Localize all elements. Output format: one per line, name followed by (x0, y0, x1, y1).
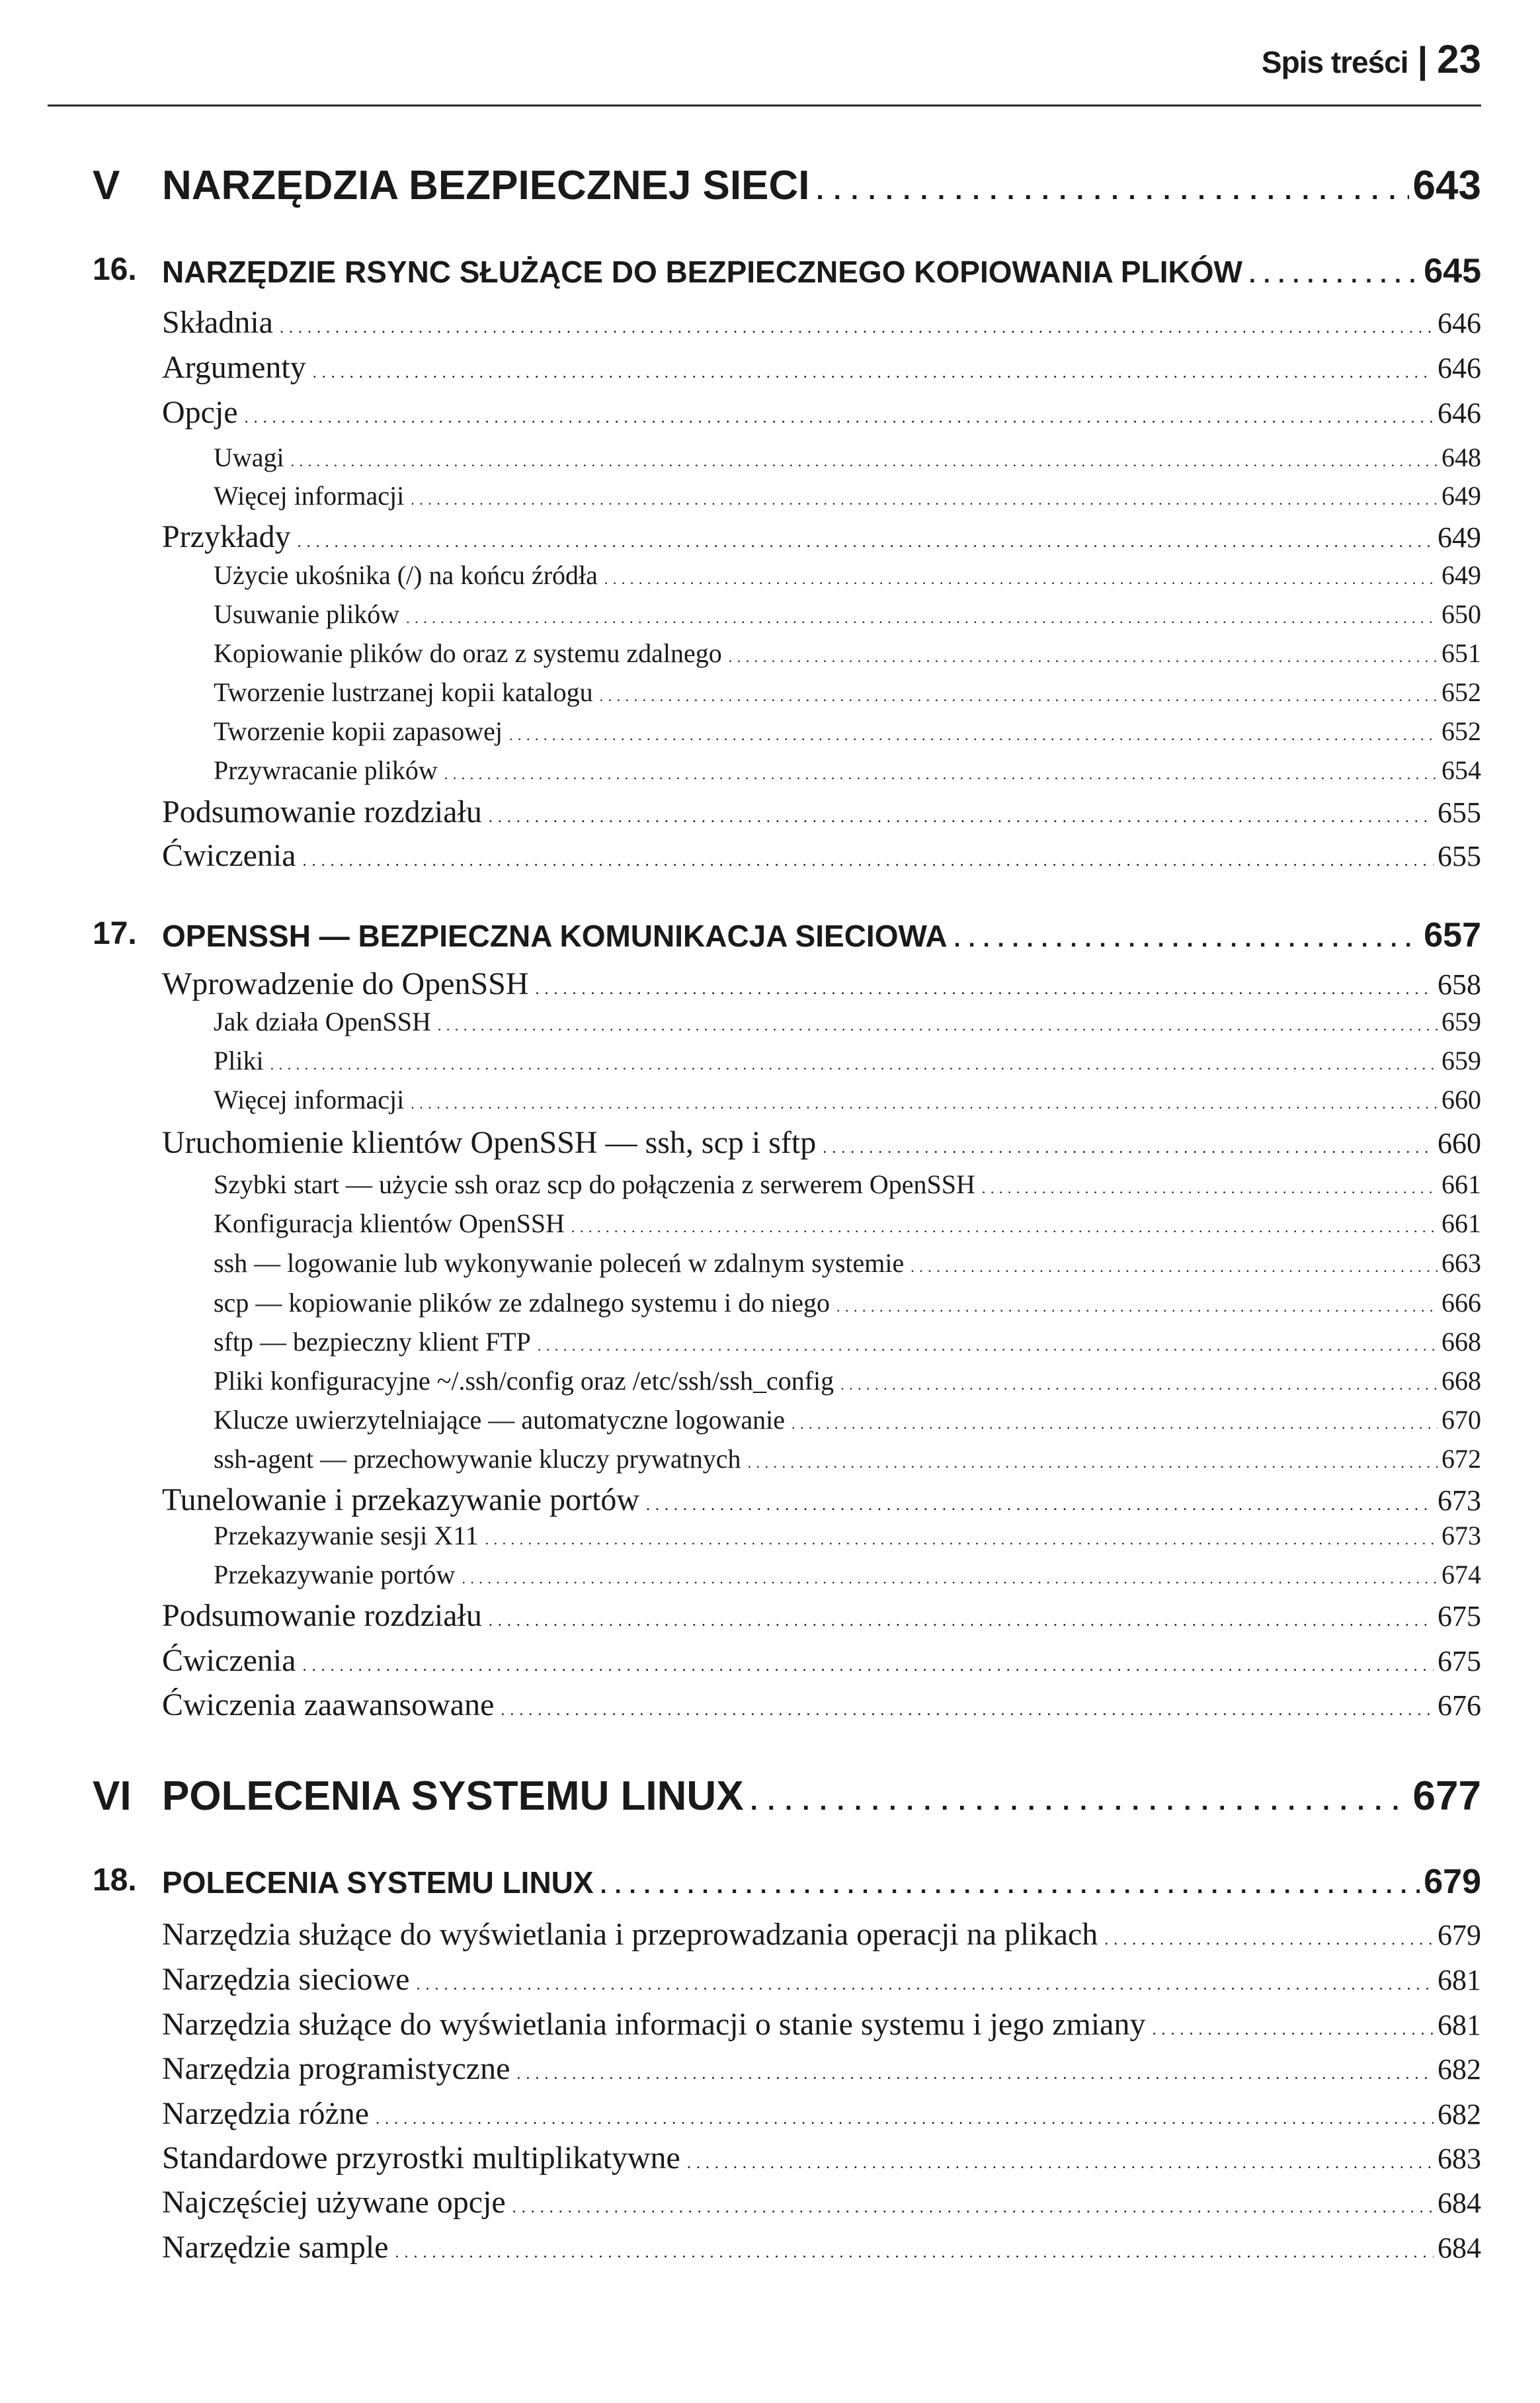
dot-leader (416, 1961, 1434, 1998)
toc-entry-page: 646 (1438, 352, 1481, 384)
dot-leader (298, 519, 1434, 555)
toc-entry-tworzenie-lustrzanej-kopii-katalogu[interactable] (214, 677, 1481, 708)
dot-leader (489, 794, 1434, 830)
toc-entry-page: 668 (1441, 1366, 1481, 1396)
toc-entry-wiecej-informacji[interactable] (214, 480, 1481, 511)
toc-entry-przekazywanie-portow[interactable] (214, 1559, 1481, 1590)
toc-entry-title: Uruchomienie klientów OpenSSH — ssh, scp i sftp (162, 1125, 817, 1160)
toc-entry-title: scp — kopiowanie plików ze zdalnego systemu i do niego (214, 1288, 831, 1318)
toc-entry-title: POLECENIA SYSTEMU LINUX (162, 1773, 744, 1819)
dot-leader (791, 1404, 1438, 1435)
dot-leader (646, 1482, 1434, 1518)
toc-entry-argumenty[interactable] (162, 349, 1481, 386)
dot-leader (538, 1326, 1438, 1357)
dot-leader (509, 716, 1438, 747)
toc-entry-podsumowanie-rozdzialu[interactable] (162, 1597, 1481, 1634)
toc-entry-pliki[interactable] (214, 1045, 1481, 1076)
header-separator: | (1417, 39, 1428, 81)
toc-entry-page: 661 (1441, 1169, 1481, 1199)
dot-leader (729, 638, 1438, 669)
toc-entry-title: Przywracanie plików (214, 755, 438, 785)
toc-entry-page: 666 (1441, 1288, 1481, 1318)
toc-entry-title: Jak działa OpenSSH (214, 1007, 431, 1036)
toc-entry-page: 657 (1424, 916, 1481, 954)
toc-entry-page: 655 (1438, 796, 1481, 829)
toc-entry-title: Więcej informacji (214, 1085, 405, 1115)
dot-leader (600, 1865, 1420, 1900)
toc-entry-najczesciej-uzywane-opcje[interactable] (162, 2184, 1481, 2220)
toc-entry-konfiguracja-klientow-openssh[interactable] (214, 1208, 1481, 1239)
dot-leader (600, 677, 1438, 708)
toc-entry-narzedzie-rsync-sluzace-do-bezpiecznego-[interactable] (162, 251, 1481, 291)
toc-entry-page: 668 (1441, 1327, 1481, 1357)
toc-entry-page: 652 (1441, 716, 1481, 746)
toc-entry-uwagi[interactable] (214, 442, 1481, 473)
chapter-number: 16. (93, 252, 137, 287)
toc-entry-title: Najczęściej używane opcje (162, 2185, 506, 2220)
toc-entry-title: ssh-agent — przechowywanie kluczy prywatnych (214, 1444, 741, 1474)
dot-leader (411, 480, 1438, 511)
toc-entry-title: Przekazywanie sesji X11 (214, 1521, 479, 1550)
toc-entry-page: 648 (1441, 443, 1481, 472)
toc-entry-scp-kopiowanie-plikow-ze-zdalnego-system[interactable] (214, 1287, 1481, 1318)
toc-entry-przywracanie-plikow[interactable] (214, 755, 1481, 786)
toc-entry-page: 681 (1438, 2009, 1481, 2041)
part-number: VI (93, 1773, 132, 1819)
dot-leader (376, 2095, 1434, 2132)
toc-entry-tworzenie-kopii-zapasowej[interactable] (214, 716, 1481, 747)
toc-entry-title: Narzędzia programistyczne (162, 2051, 510, 2086)
toc-entry-title: Usuwanie plików (214, 599, 400, 629)
dot-leader (462, 1559, 1438, 1590)
toc-entry-ssh-logowanie-lub-wykonywanie-polecen-w-[interactable] (214, 1247, 1481, 1279)
toc-entry-opcje[interactable] (162, 394, 1481, 431)
dot-leader (303, 1642, 1434, 1679)
toc-entry-title: OPENSSH — BEZPIECZNA KOMUNIKACJA SIECIOWA (162, 919, 948, 953)
toc-entry-page: 660 (1441, 1085, 1481, 1115)
dot-leader (280, 304, 1434, 341)
toc-entry-title: Klucze uwierzytelniające — automatyczne logowanie (214, 1405, 786, 1435)
dot-leader (444, 755, 1438, 786)
toc-entry-page: 674 (1441, 1560, 1481, 1589)
dot-leader (303, 837, 1434, 874)
toc-entry-title: sftp — bezpieczny klient FTP (214, 1327, 531, 1357)
toc-entry-title: Użycie ukośnika (/) na końcu źródła (214, 560, 598, 590)
toc-entry-page: 683 (1438, 2142, 1481, 2175)
toc-entry-title: Tworzenie lustrzanej kopii katalogu (214, 677, 593, 707)
dot-leader (750, 1773, 1409, 1820)
toc-entry-page: 661 (1441, 1208, 1481, 1238)
toc-entry-title: Narzędzie sample (162, 2230, 389, 2265)
toc-entry-page: 673 (1441, 1521, 1481, 1550)
toc-entry-narzedzie-sample[interactable] (162, 2229, 1481, 2265)
toc-entry-title: Tunelowanie i przekazywanie portów (162, 1482, 640, 1517)
header-label: Spis treści (1261, 45, 1408, 79)
toc-entry-ssh-agent-przechowywanie-kluczy-prywatny[interactable] (214, 1443, 1481, 1474)
toc-entry-przekazywanie-sesji-x11[interactable] (214, 1520, 1481, 1551)
dot-leader (245, 394, 1434, 431)
dot-leader (1152, 2006, 1434, 2043)
toc-entry-page: 643 (1412, 163, 1481, 208)
toc-entry-cwiczenia-zaawansowane[interactable] (162, 1687, 1481, 1723)
dot-leader (291, 442, 1438, 473)
toc-entry-narzedzia-sieciowe[interactable] (162, 1961, 1481, 1998)
toc-entry-openssh-bezpieczna-komunikacja-sieciowa[interactable] (162, 915, 1481, 955)
dot-leader (406, 599, 1438, 630)
toc-entry-cwiczenia[interactable] (162, 1642, 1481, 1679)
toc-entry-uruchomienie-klientow-openssh-ssh-scp-i-[interactable] (162, 1124, 1481, 1161)
toc-entry-page: 673 (1438, 1484, 1481, 1517)
toc-entry-title: Narzędzia sieciowe (162, 1962, 410, 1997)
toc-entry-page: 646 (1438, 397, 1481, 429)
toc-entry-title: NARZĘDZIE RSYNC SŁUŻĄCE DO BEZPIECZNEGO KOPIOWANIA PLIKÓW (162, 255, 1242, 289)
dot-leader (982, 1169, 1438, 1200)
toc-entry-page: 675 (1438, 1645, 1481, 1677)
toc-entry-title: Ćwiczenia (162, 838, 296, 873)
toc-entry-title: Ćwiczenia (162, 1643, 296, 1678)
toc-entry-page: 659 (1441, 1007, 1481, 1036)
toc-entry-page: 654 (1441, 755, 1481, 785)
toc-entry-page: 670 (1441, 1405, 1481, 1435)
dot-leader (571, 1208, 1438, 1239)
dot-leader (1104, 1916, 1434, 1953)
toc-entry-narzedzia-programistyczne[interactable] (162, 2050, 1481, 2087)
toc-entry-narzedzia-sluzace-do-wyswietlania-i-prze[interactable] (162, 1916, 1481, 1953)
dot-leader (840, 1365, 1438, 1396)
toc-entry-page: 649 (1441, 481, 1481, 511)
toc-entry-sftp-bezpieczny-klient-ftp[interactable] (214, 1326, 1481, 1357)
dot-leader (512, 2184, 1434, 2220)
toc-entry-page: 679 (1438, 1919, 1481, 1951)
dot-leader (395, 2229, 1434, 2265)
toc-entry-title: Kopiowanie plików do oraz z systemu zdalnego (214, 638, 722, 668)
toc-entry-title: Pliki konfiguracyjne ~/.ssh/config oraz /etc/ssh/ssh_config (214, 1366, 834, 1396)
toc-entry-title: NARZĘDZIA BEZPIECZNEJ SIECI (162, 163, 810, 208)
toc-entry-standardowe-przyrostki-multiplikatywne[interactable] (162, 2140, 1481, 2176)
toc-entry-title: Argumenty (162, 350, 306, 385)
toc-entry-page: 679 (1424, 1863, 1481, 1901)
toc-entry-page: 684 (1438, 2187, 1481, 2219)
toc-entry-klucze-uwierzytelniajace-automatyczne-lo[interactable] (214, 1404, 1481, 1435)
toc-entry-page: 682 (1438, 2053, 1481, 2086)
dot-leader (836, 1287, 1438, 1318)
toc-entry-page: 651 (1441, 638, 1481, 668)
toc-entry-title: Więcej informacji (214, 481, 405, 511)
toc-entry-title: Przykłady (162, 519, 291, 554)
toc-entry-page: 652 (1441, 677, 1481, 707)
toc-entry-page: 659 (1441, 1046, 1481, 1075)
toc-entry-page: 681 (1438, 1964, 1481, 1996)
toc-entry-page: 677 (1412, 1773, 1481, 1819)
toc-entry-page: 660 (1438, 1127, 1481, 1159)
toc-entry-page: 658 (1438, 968, 1481, 1001)
dot-leader (313, 349, 1434, 386)
toc-entry-wiecej-informacji[interactable] (214, 1084, 1481, 1115)
dot-leader (911, 1247, 1438, 1279)
dot-leader (516, 2050, 1434, 2087)
toc-entry-page: 682 (1438, 2098, 1481, 2130)
toc-entry-title: ssh — logowanie lub wykonywanie poleceń w zdalnym systemie (214, 1248, 905, 1278)
toc-entry-page: 675 (1438, 1600, 1481, 1632)
toc-entry-title: Opcje (162, 395, 238, 430)
toc-entry-title: POLECENIA SYSTEMU LINUX (162, 1865, 594, 1900)
toc-entry-pliki-konfiguracyjne-ssh-config-oraz-etc[interactable] (214, 1365, 1481, 1396)
toc-entry-page: 663 (1441, 1248, 1481, 1278)
toc-entry-narzedzia-rozne[interactable] (162, 2095, 1481, 2132)
toc-entry-title: Pliki (214, 1046, 264, 1075)
toc-entry-title: Podsumowanie rozdziału (162, 794, 482, 829)
toc-entry-title: Narzędzia różne (162, 2096, 370, 2131)
toc-entry-page: 646 (1438, 307, 1481, 339)
chapter-number: 18. (93, 1863, 137, 1898)
dot-leader (823, 1124, 1434, 1161)
toc-entry-page: 645 (1424, 252, 1481, 290)
toc-entry-title: Konfiguracja klientów OpenSSH (214, 1208, 565, 1238)
toc-entry-title: Narzędzia służące do wyświetlania i przeprowadzania operacji na plikach (162, 1917, 1098, 1952)
chapter-number: 17. (93, 916, 137, 951)
toc-entry-uzycie-ukosnika-na-koncu-zrodla[interactable] (214, 560, 1481, 591)
part-number: V (93, 163, 120, 208)
toc-entry-title: Składnia (162, 305, 273, 340)
dot-leader (816, 162, 1408, 209)
toc-entry-szybki-start-uzycie-ssh-oraz-scp-do-pola[interactable] (214, 1169, 1481, 1200)
dot-leader (687, 2140, 1434, 2176)
toc-entry-jak-dziala-openssh[interactable] (214, 1006, 1481, 1037)
dot-leader (485, 1520, 1438, 1551)
header-page-number: 23 (1437, 37, 1481, 81)
toc-entry-page: 655 (1438, 840, 1481, 872)
dot-leader (536, 966, 1434, 1002)
toc-entry-wprowadzenie-do-openssh[interactable] (162, 966, 1481, 1002)
toc-entry-page: 684 (1438, 2232, 1481, 2264)
toc-entry-polecenia-systemu-linux[interactable] (162, 1862, 1481, 1902)
toc-entry-page: 649 (1441, 560, 1481, 590)
toc-entry-page: 649 (1438, 521, 1481, 554)
dot-leader (954, 918, 1420, 954)
dot-leader (1249, 254, 1420, 290)
toc-entry-title: Uwagi (214, 443, 284, 472)
toc-entry-kopiowanie-plikow-do-oraz-z-systemu-zdal[interactable] (214, 638, 1481, 669)
dot-leader (411, 1084, 1438, 1115)
toc-entry-polecenia-systemu-linux[interactable] (162, 1773, 1481, 1820)
toc-entry-narzedzia-bezpiecznej-sieci[interactable] (162, 162, 1481, 209)
toc-entry-title: Standardowe przyrostki multiplikatywne (162, 2140, 680, 2175)
toc-entry-skladnia[interactable] (162, 304, 1481, 341)
toc-entry-przyklady[interactable] (162, 519, 1481, 555)
dot-leader (501, 1687, 1434, 1723)
toc-entry-tunelowanie-i-przekazywanie-portow[interactable] (162, 1482, 1481, 1518)
toc-entry-usuwanie-plikow[interactable] (214, 599, 1481, 630)
toc-entry-podsumowanie-rozdzialu[interactable] (162, 794, 1481, 830)
toc-entry-title: Wprowadzenie do OpenSSH (162, 966, 529, 1001)
toc-entry-title: Tworzenie kopii zapasowej (214, 716, 503, 746)
toc-entry-cwiczenia[interactable] (162, 837, 1481, 874)
toc-entry-title: Szybki start — użycie ssh oraz scp do połączenia z serwerem OpenSSH (214, 1169, 975, 1199)
toc-entry-page: 650 (1441, 599, 1481, 629)
dot-leader (438, 1006, 1438, 1037)
toc-entry-title: Podsumowanie rozdziału (162, 1598, 482, 1633)
dot-leader (604, 560, 1438, 591)
toc-entry-page: 676 (1438, 1689, 1481, 1722)
toc-entry-narzedzia-sluzace-do-wyswietlania-inform[interactable] (162, 2006, 1481, 2043)
toc-entry-title: Narzędzia służące do wyświetlania informacji o stanie systemu i jego zmiany (162, 2007, 1146, 2042)
toc-entry-title: Przekazywanie portów (214, 1560, 456, 1589)
toc-entry-page: 672 (1441, 1444, 1481, 1474)
toc-entry-title: Ćwiczenia zaawansowane (162, 1687, 495, 1722)
dot-leader (270, 1045, 1438, 1076)
dot-leader (748, 1443, 1438, 1474)
dot-leader (489, 1597, 1434, 1634)
